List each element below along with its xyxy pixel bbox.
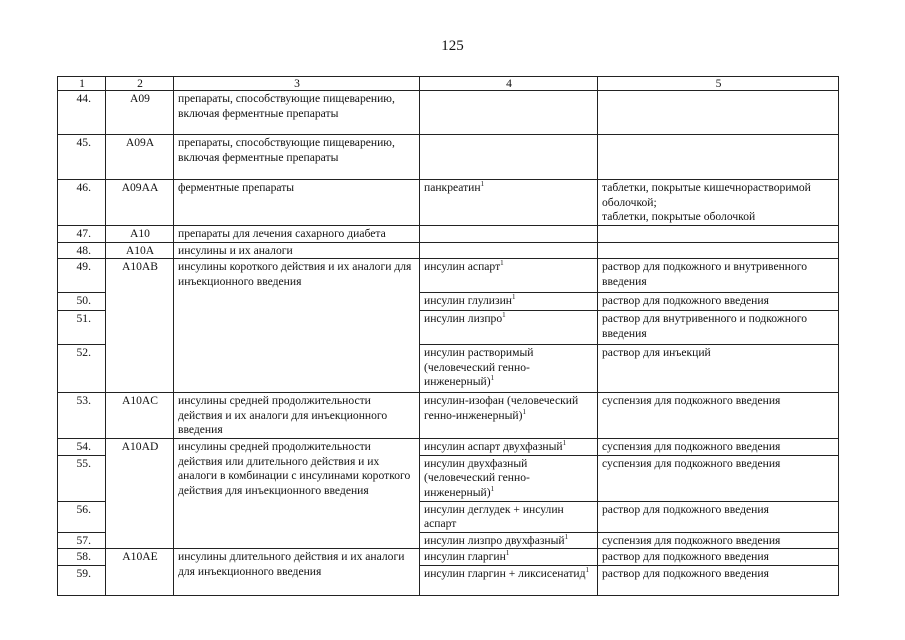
dosage-form: раствор для подкожного введения [598, 501, 839, 532]
dosage-form: раствор для подкожного введения [598, 549, 839, 566]
footnote-mark: 1 [512, 293, 516, 302]
table-row [58, 438, 839, 455]
group-name: инсулины средней продолжительности действия или длительного действия и их аналоги в комбинации с инсулинами короткого действия для инъекционного введения [174, 438, 420, 548]
dosage-form: раствор для подкожного введения [598, 565, 839, 595]
dosage-form: таблетки, покрытые кишечнорастворимой оболочкой; таблетки, покрытые оболочкой [598, 180, 839, 226]
footnote-mark: 1 [490, 374, 495, 383]
group-name: инсулины короткого действия и их аналоги для инъекционного введения [174, 259, 420, 393]
footnote-mark: 1 [505, 549, 510, 558]
atc-code: A10AD [106, 438, 174, 548]
drug-name: инсулин гларгин$^1$ [420, 549, 598, 566]
column-header: 4 [420, 77, 598, 91]
row-number: 52. [58, 345, 106, 393]
group-name: препараты, способствующие пищеварению, включая ферментные препараты [174, 135, 420, 180]
dosage-form [598, 91, 839, 135]
atc-code: A10AC [106, 393, 174, 439]
table-row [58, 180, 839, 226]
drug-name: инсулин лизпро двухфазный$^1$ [420, 532, 598, 549]
drug-name: инсулин аспарт$^1$ [420, 259, 598, 293]
table-row [58, 226, 839, 243]
drug-list-table [57, 76, 839, 596]
dosage-form: суспензия для подкожного введения [598, 393, 839, 439]
row-number: 45. [58, 135, 106, 180]
atc-code: A09 [106, 91, 174, 135]
row-number: 56. [58, 501, 106, 532]
row-number: 53. [58, 393, 106, 439]
drug-name [420, 226, 598, 243]
drug-name [420, 242, 598, 259]
row-number: 54. [58, 438, 106, 455]
dosage-form [598, 226, 839, 243]
table-row [58, 242, 839, 259]
column-header: 3 [174, 77, 420, 91]
drug-name [420, 135, 598, 180]
footnote-mark: 1 [502, 311, 506, 320]
row-number: 49. [58, 259, 106, 293]
row-number: 48. [58, 242, 106, 259]
row-number: 59. [58, 565, 106, 595]
row-number: 50. [58, 293, 106, 311]
row-number: 44. [58, 91, 106, 135]
table-row [58, 549, 839, 566]
dosage-form: суспензия для подкожного введения [598, 455, 839, 501]
row-number: 51. [58, 311, 106, 345]
footnote-mark: 1 [480, 180, 485, 189]
drug-name: панкреатин$^1$ [420, 180, 598, 226]
dosage-form [598, 242, 839, 259]
column-header: 1 [58, 77, 106, 91]
table-row [58, 393, 839, 439]
dosage-form: суспензия для подкожного введения [598, 532, 839, 549]
drug-name: инсулин деглудек + инсулин аспарт [420, 501, 598, 532]
drug-name: инсулин гларгин + ликсисенатид$^1$ [420, 565, 598, 595]
column-header: 2 [106, 77, 174, 91]
dosage-form: раствор для подкожного и внутривенного введения [598, 259, 839, 293]
drug-name: инсулин лизпро$^1$ [420, 311, 598, 345]
footnote-mark: 1 [490, 484, 495, 493]
atc-code: A10 [106, 226, 174, 243]
group-name: инсулины и их аналоги [174, 242, 420, 259]
group-name: инсулины средней продолжительности действия и их аналоги для инъекционного введения [174, 393, 420, 439]
group-name: инсулины длительного действия и их аналоги для инъекционного введения [174, 549, 420, 596]
drug-name: инсулин-изофан (человеческий генно-инженерный)$^1$ [420, 393, 598, 439]
table-row [58, 91, 839, 135]
footnote-mark: 1 [500, 259, 504, 268]
group-name: ферментные препараты [174, 180, 420, 226]
drug-name [420, 91, 598, 135]
atc-code: A10AB [106, 259, 174, 393]
drug-name: инсулин двухфазный (человеческий генно-инженерный)$^1$ [420, 455, 598, 501]
row-number: 55. [58, 455, 106, 501]
atc-code: A10AE [106, 549, 174, 596]
atc-code: A09AA [106, 180, 174, 226]
row-number: 47. [58, 226, 106, 243]
row-number: 58. [58, 549, 106, 566]
drug-name: инсулин аспарт двухфазный$^1$ [420, 438, 598, 455]
page-number: 125 [441, 38, 464, 54]
group-name: препараты для лечения сахарного диабета [174, 226, 420, 243]
table-row [58, 135, 839, 180]
table-row [58, 259, 839, 293]
dosage-form: суспензия для подкожного введения [598, 438, 839, 455]
header-row [58, 77, 839, 91]
atc-code: A09A [106, 135, 174, 180]
drug-name: инсулин растворимый (человеческий генно-инженерный)$^1$ [420, 345, 598, 393]
dosage-form: раствор для подкожного введения [598, 293, 839, 311]
footnote-mark: 1 [585, 566, 590, 575]
dosage-form: раствор для внутривенного и подкожного введения [598, 311, 839, 345]
footnote-mark: 1 [562, 439, 567, 448]
row-number: 57. [58, 532, 106, 549]
row-number: 46. [58, 180, 106, 226]
dosage-form: раствор для инъекций [598, 345, 839, 393]
column-header: 5 [598, 77, 839, 91]
dosage-form [598, 135, 839, 180]
group-name: препараты, способствующие пищеварению, включая ферментные препараты [174, 91, 420, 135]
atc-code: A10A [106, 242, 174, 259]
drug-name: инсулин глулизин$^1$ [420, 293, 598, 311]
footnote-mark: 1 [564, 532, 569, 541]
footnote-mark: 1 [522, 407, 526, 416]
